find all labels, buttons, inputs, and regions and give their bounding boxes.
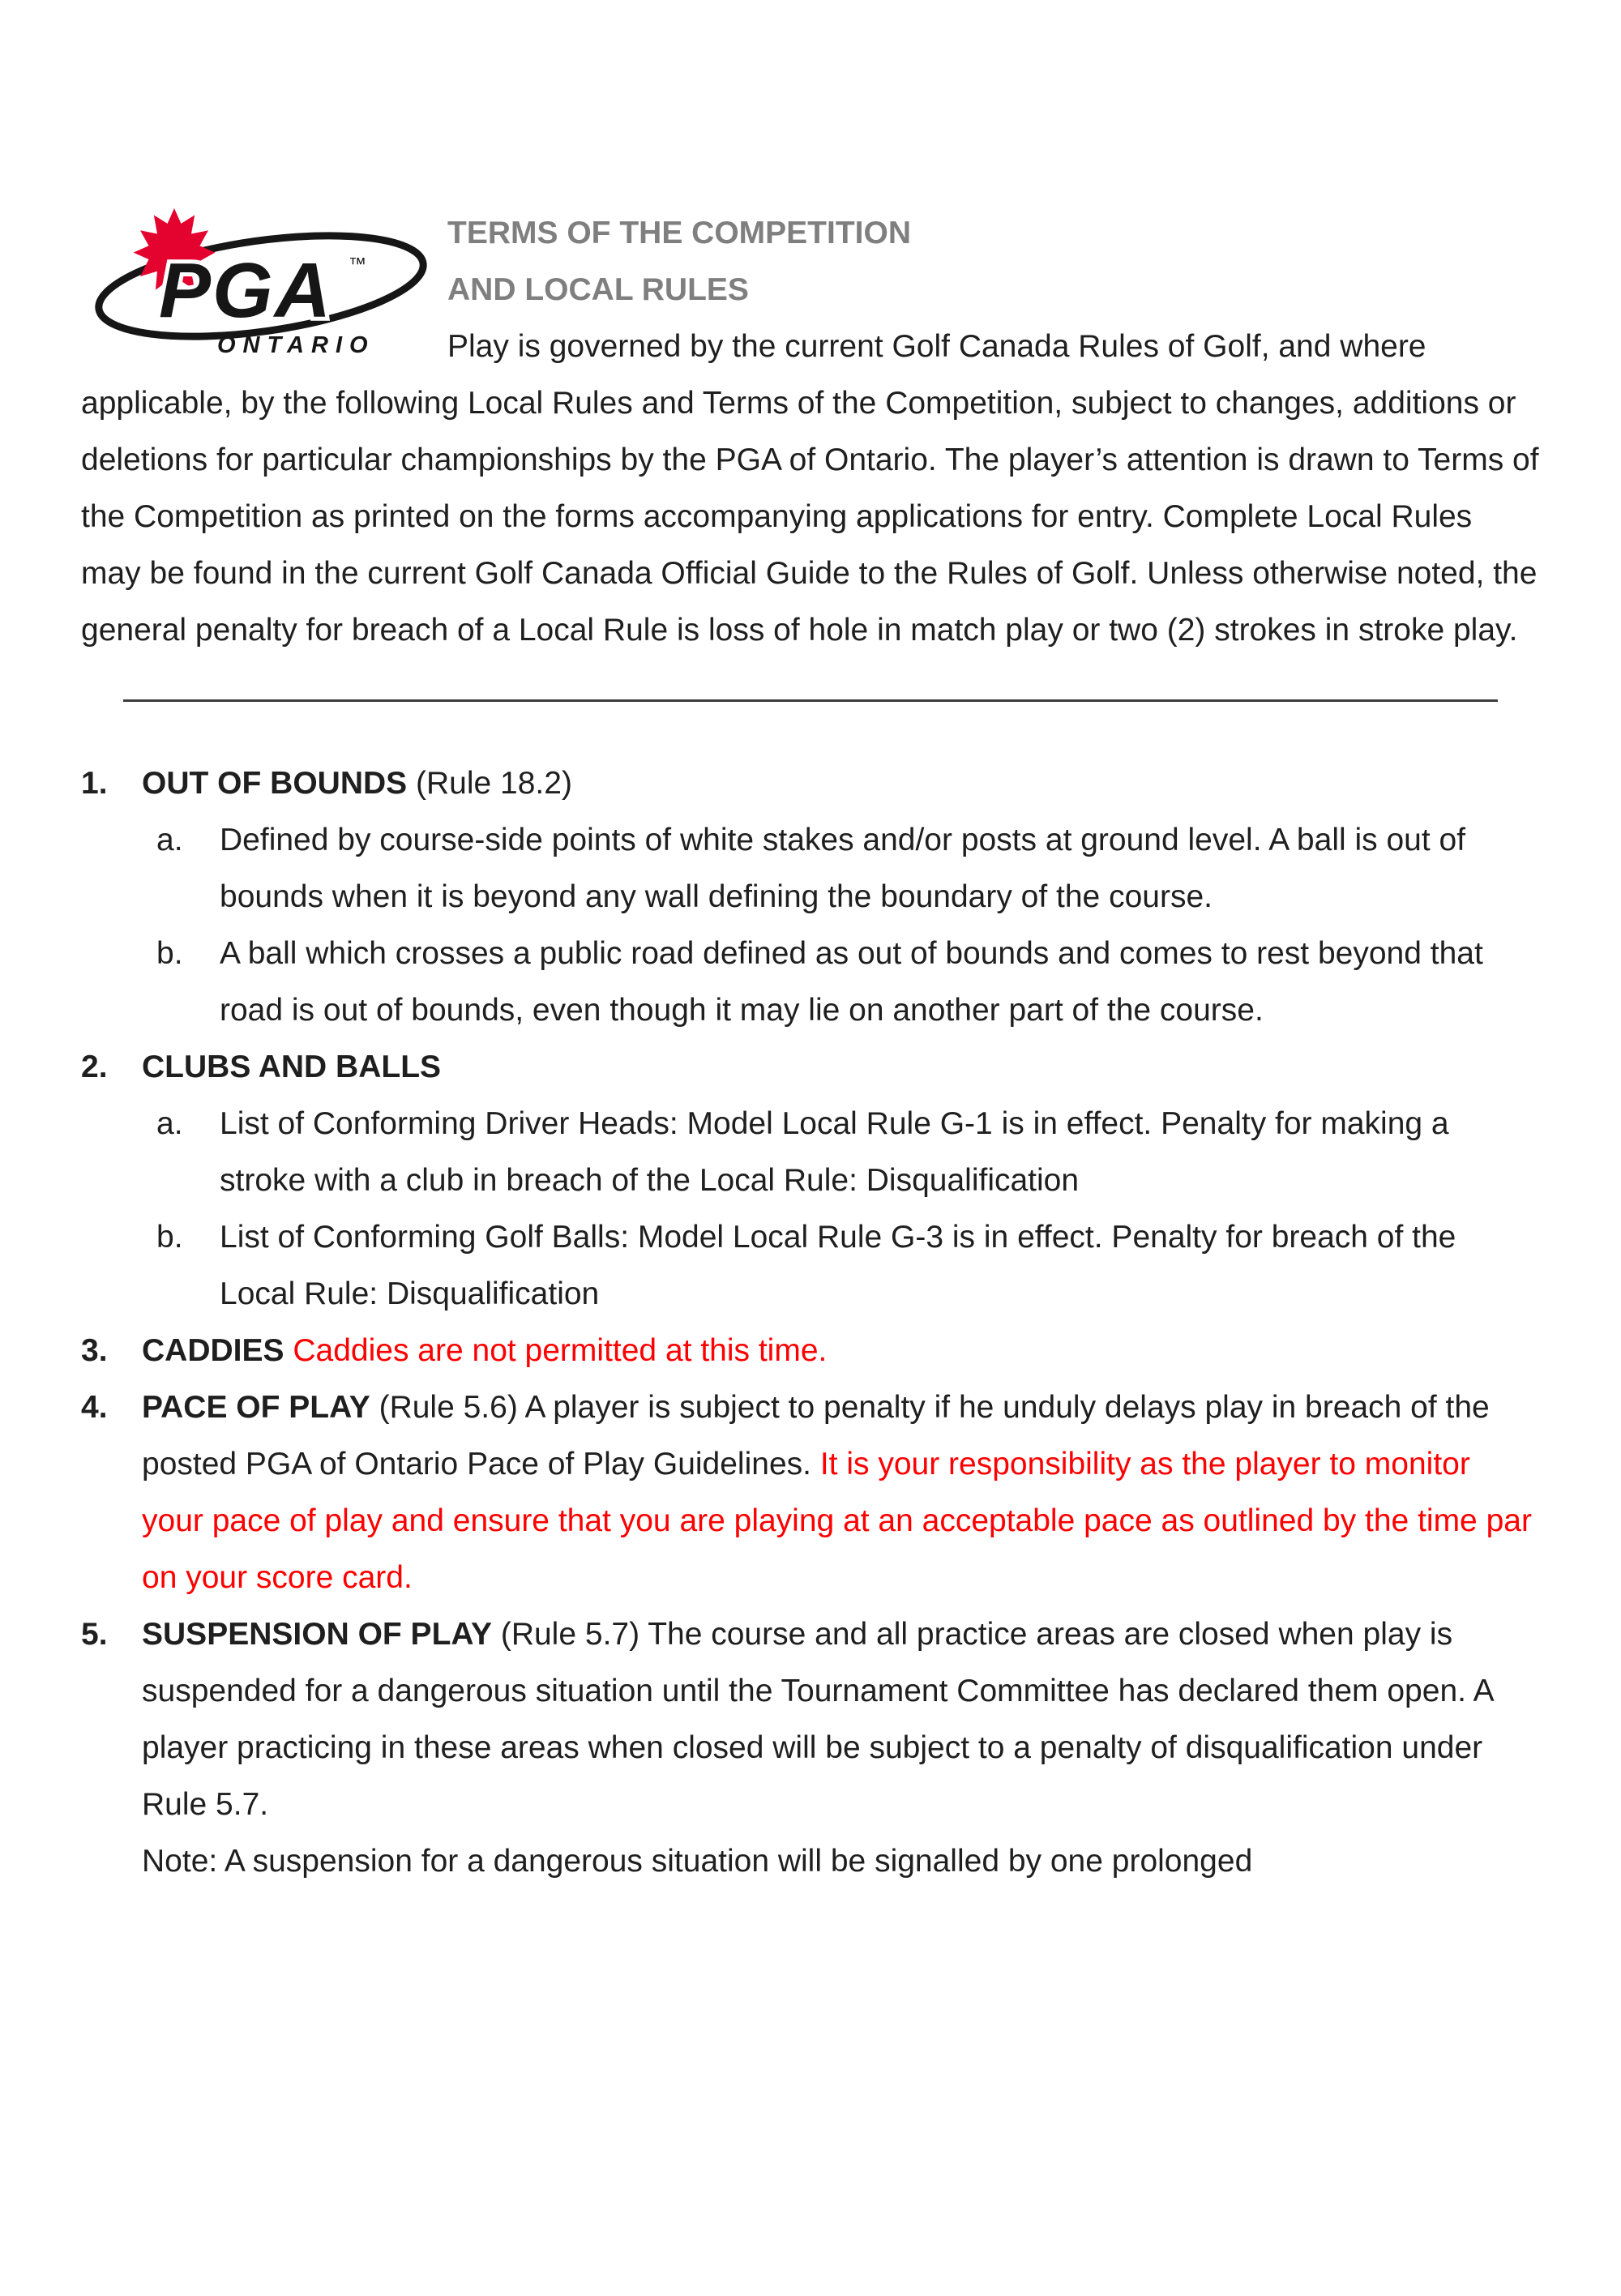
rule-text: (Rule 5.7) The course and all practice areas are closed when play is suspended for a dangerous situation until the Tournament Committee has declared them open. A player practicing in these areas when closed will be subject to a penalty of disqualification under Rule 5.7. [142, 1617, 1493, 1822]
logo-region-text: ONTARIO [217, 332, 375, 358]
rule-body [142, 1379, 1540, 1606]
document-title-line1: TERMS OF THE COMPETITION [447, 216, 911, 250]
subitem-letter: b. [156, 1220, 183, 1255]
rule-item-2 [81, 1039, 1540, 1323]
pga-ontario-logo-svg [81, 205, 430, 367]
rule-title: OUT OF BOUNDS [142, 766, 408, 801]
rule-item-4 [81, 1379, 1540, 1606]
rule-text: (Rule 18.2) [416, 766, 572, 801]
subitem-b [156, 926, 1540, 1039]
rule-title: CADDIES [142, 1333, 284, 1368]
rule-item-1 [81, 755, 1540, 1039]
subitem-letter: b. [156, 936, 183, 971]
rule-heading-line [142, 755, 1540, 812]
rule-heading-line [142, 1039, 1540, 1096]
subitem-text: List of Conforming Driver Heads: Model Local Rule G-1 is in effect. Penalty for making a stroke with a club in breach of the Local Rule: Disqualification [220, 1106, 1449, 1198]
rules-list [81, 755, 1540, 1890]
rule-body [142, 1039, 1540, 1323]
rule-number: 3. [81, 1333, 108, 1368]
rule-heading-line [142, 1379, 1540, 1606]
rule-heading-line [142, 1606, 1540, 1833]
rule-item-3 [81, 1323, 1540, 1379]
document-title-line2: AND LOCAL RULES [447, 272, 749, 307]
rule-body [142, 755, 1540, 1039]
subitem-a [156, 1096, 1540, 1209]
rule-title: SUSPENSION OF PLAY [142, 1617, 492, 1652]
logo-trademark: ™ [349, 254, 366, 274]
subitem-text: Defined by course-side points of white stakes and/or posts at ground level. A ball is out of bounds when it is beyond any wall defining the boundary of the course. [220, 823, 1466, 914]
rule-title: CLUBS AND BALLS [142, 1050, 442, 1084]
rule-body [142, 1323, 1540, 1379]
rule-number: 2. [81, 1050, 108, 1084]
rule-heading-line [142, 1323, 1540, 1379]
intro-paragraph: Play is governed by the current Golf Canada Rules of Golf, and where applicable, by the following Local Rules and Terms of the Competition, subject to changes, additions or deletions for particular championships by the PGA of Ontario. The player’s attention is drawn to Terms of the Competition as printed on the forms accompanying applications for entry. Complete Local Rules may be found in the current Golf Canada Official Guide to the Rules of Golf. Unless otherwise noted, the general penalty for breach of a Local Rule is loss of hole in match play or two (2) strokes in stroke play. [81, 329, 1539, 648]
rule-number: 4. [81, 1390, 108, 1425]
rule-text: (Rule 5.6) A player is subject to penalty if he unduly delays play in breach of the posted PGA of Ontario Pace of Play Guidelines. [142, 1390, 1490, 1481]
rule-item-5 [81, 1606, 1540, 1890]
rule-red-text: It is your responsibility as the player to monitor your pace of play and ensure that you are playing at an acceptable pace as outlined by the time par on your score card. [142, 1447, 1532, 1595]
logo-brand-text: PGA [159, 247, 333, 334]
rule-red-text: Caddies are not permitted at this time. [293, 1333, 828, 1368]
subitem-letter: a. [156, 823, 183, 857]
rule-title: PACE OF PLAY [142, 1390, 370, 1425]
subitem-letter: a. [156, 1106, 183, 1141]
subitem-b [156, 1209, 1540, 1323]
pga-ontario-logo [81, 205, 430, 367]
section-divider [123, 699, 1498, 702]
rule-body [142, 1606, 1540, 1890]
rule-number: 1. [81, 766, 108, 801]
subitem-text: A ball which crosses a public road defined as out of bounds and comes to rest beyond that road is out of bounds, even though it may lie on another part of the course. [220, 936, 1483, 1028]
rule-note: Note: A suspension for a dangerous situation will be signalled by one prolonged [142, 1844, 1253, 1879]
rule-number: 5. [81, 1617, 108, 1652]
subitem-a [156, 812, 1540, 926]
subitem-text: List of Conforming Golf Balls: Model Local Rule G-3 is in effect. Penalty for breach of the Local Rule: Disqualification [220, 1220, 1456, 1311]
